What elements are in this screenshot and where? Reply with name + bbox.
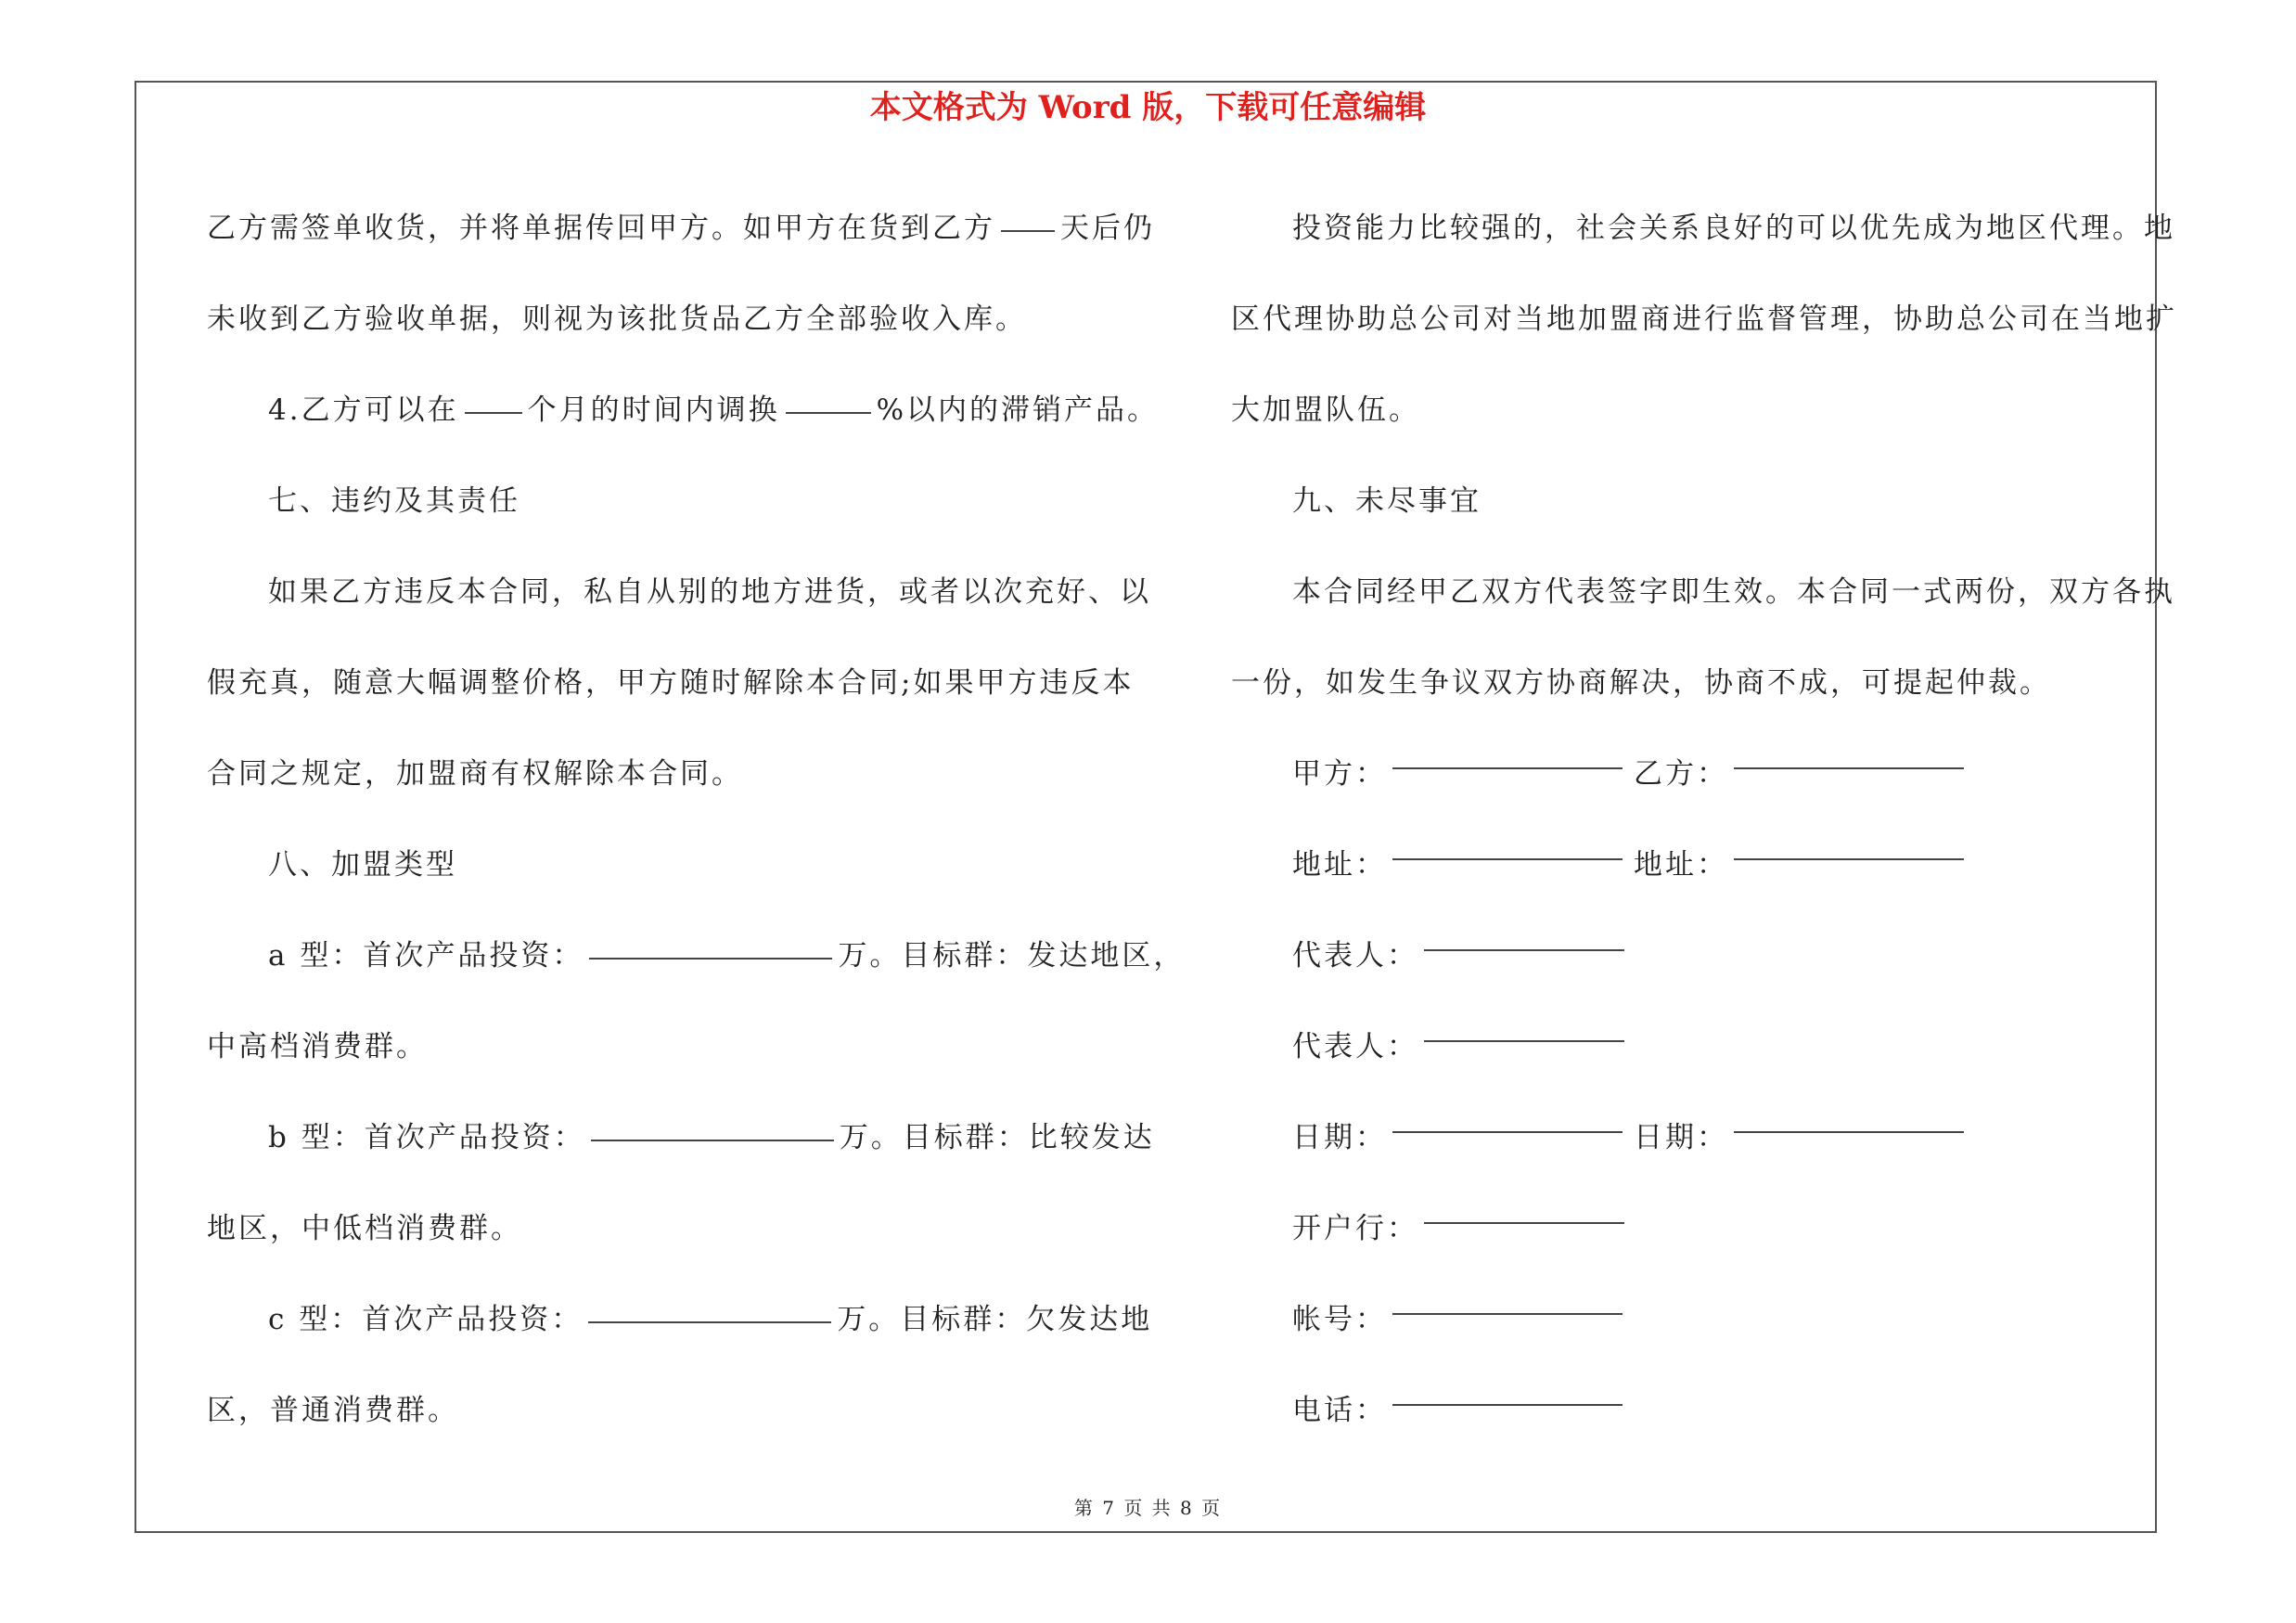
account-label: 帐号： — [1292, 1303, 1387, 1336]
blank-field[interactable] — [1001, 230, 1055, 232]
bank-row — [1231, 1183, 2149, 1274]
representative-row — [1231, 910, 2149, 1001]
bank-label: 开户行： — [1292, 1212, 1418, 1245]
page-number: 第 7 页 共 8 页 — [1073, 1497, 1223, 1519]
paragraph-line: 大加盟队伍。 — [1231, 393, 1420, 427]
paragraph-line: 未收到乙方验收单据，则视为该批货品乙方全部验收入库。 — [207, 303, 1027, 336]
representative-label: 代表人： — [1292, 1030, 1418, 1063]
blank-field[interactable] — [786, 412, 871, 414]
date-a-label: 日期： — [1292, 1121, 1387, 1154]
party-b-field[interactable] — [1734, 767, 1964, 769]
address-row — [1231, 819, 2149, 910]
paragraph-line: 如果乙方违反本合同，私自从别的地方进货，或者以次充好、以 — [268, 575, 1151, 609]
paragraph-line: 区，普通消费群。 — [207, 1394, 459, 1427]
date-a-field[interactable] — [1392, 1131, 1623, 1133]
blank-field[interactable] — [465, 412, 522, 414]
phone-row — [1231, 1365, 2149, 1456]
paragraph-line: 合同之规定，加盟商有权解除本合同。 — [207, 757, 743, 791]
bank-field[interactable] — [1424, 1222, 1624, 1224]
party-a-field[interactable] — [1392, 767, 1623, 769]
representative-label: 代表人： — [1292, 939, 1418, 973]
type-a-line: a 型：首次产品投资： 万。目标群：发达地区， — [268, 939, 1186, 973]
paragraph-line: 中高档消费群。 — [207, 1030, 428, 1063]
paragraph-line: 4.乙方可以在 个月的时间内调换 %以内的滞销产品。 — [268, 393, 1160, 427]
type-b-line: b 型：首次产品投资： 万。目标群：比较发达 — [268, 1121, 1155, 1154]
address-b-label: 地址： — [1634, 848, 1728, 882]
date-b-field[interactable] — [1734, 1131, 1964, 1133]
representative-field[interactable] — [1424, 1040, 1624, 1042]
address-a-label: 地址： — [1292, 848, 1387, 882]
date-row — [1231, 1092, 2149, 1183]
type-c-line: c 型：首次产品投资： 万。目标群：欠发达地 — [268, 1303, 1153, 1336]
phone-label: 电话： — [1292, 1394, 1387, 1427]
paragraph-line: 投资能力比较强的，社会关系良好的可以优先成为地区代理。地 — [1292, 212, 2175, 245]
section-heading-7: 七、违约及其责任 — [268, 484, 520, 518]
representative-row — [1231, 1001, 2149, 1092]
paragraph-line: 本合同经甲乙双方代表签字即生效。本合同一式两份，双方各执 — [1292, 575, 2175, 609]
date-b-label: 日期： — [1634, 1121, 1728, 1154]
format-banner: 本文格式为 Word 版，下载可任意编辑 — [869, 89, 1427, 126]
right-column — [1231, 183, 2177, 1456]
account-row — [1231, 1274, 2149, 1365]
paragraph-line: 区代理协助总公司对当地加盟商进行监督管理，协助总公司在当地扩 — [1231, 303, 2177, 336]
address-b-field[interactable] — [1734, 858, 1964, 860]
representative-field[interactable] — [1424, 949, 1624, 951]
address-a-field[interactable] — [1392, 858, 1623, 860]
paragraph-line: 假充真，随意大幅调整价格，甲方随时解除本合同;如果甲方违反本 — [207, 666, 1135, 700]
blank-field[interactable] — [588, 1321, 831, 1323]
party-b-label: 乙方： — [1634, 757, 1728, 791]
account-field[interactable] — [1392, 1313, 1623, 1315]
party-row — [1231, 728, 2149, 819]
paragraph-line: 乙方需签单收货，并将单据传回甲方。如甲方在货到乙方 天后仍 — [207, 212, 1155, 245]
paragraph-line: 一份，如发生争议双方协商解决，协商不成，可提起仲裁。 — [1231, 666, 2051, 700]
section-heading-9: 九、未尽事宜 — [1292, 484, 1481, 518]
party-a-label: 甲方： — [1292, 757, 1387, 791]
blank-field[interactable] — [589, 958, 832, 960]
left-column — [207, 183, 1186, 1456]
paragraph-line: 地区，中低档消费群。 — [207, 1212, 522, 1245]
section-heading-8: 八、加盟类型 — [268, 848, 457, 882]
blank-field[interactable] — [591, 1140, 834, 1141]
phone-field[interactable] — [1392, 1404, 1623, 1406]
